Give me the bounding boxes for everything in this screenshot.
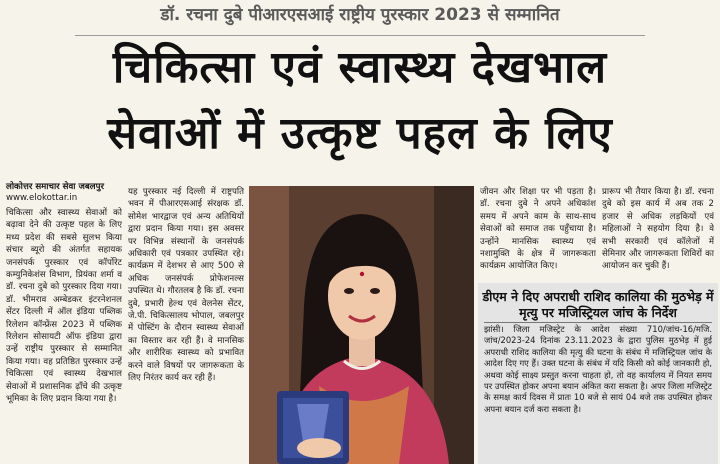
column-1-text: चिकित्सा और स्वास्थ्य सेवाओं को बढ़ावा देने की उत्कृष्ट पहल के लिए मध्य प्रदेश की सबसे सुलभ किया संचार ब्यूरो की अंतर्गत सहायक जनसंपर्क पुरस्कार एवं कॉर्पोरेट कम्युनिकेशंस विभाग, प्रियंका शर्मा व डॉ. रचना दुबे को पुरस्कार दिया गया। डॉ. भीमराव अम्बेडकर इंटरनेशनल सेंटर दिल्ली में ऑल इंडिया पब्लिक रिलेशन कॉन्फ्रेंस 2023 में पब्लिक रिलेशन सोसायटी ऑफ इंडिया द्वारा उन्हें राष्ट्रीय पुरस्कार से सम्मानित किया गया। वह प्रतिष्ठित पुरस्कार उन्हें चिकित्सा एवं स्वास्थ्य देखभाल सेवाओं में प्रशासनिक ढ़ाँचे की उत्कृष्ट भूमिका के लिए प्रदान किया गया है। bbox=[6, 208, 122, 405]
column-2-text: यह पुरस्कार नई दिल्ली में राष्ट्रपति भवन में पीआरएसआई संरक्षक डॉ. सोमेश भारद्वाज एवं अन्य अतिथियों द्वारा प्रदान किया गया। इस अवसर पर विभिन्न संस्थानों के जनसंपर्क अधिकारी एवं पत्रकार उपस्थित रहे। कार्यक्रम में देशभर से आए 500 से अधिक जनसंपर्क प्रोफेशनल्स उपस्थित थे। गौरतलब है कि डॉ. रचना दुबे, प्रभारी हेल्थ एवं वेलनेस सेंटर, जे.पी. चिकित्सालय भोपाल, जबलपुर में पोस्टिंग के दौरान स्वास्थ्य सेवाओं का विस्तार कर रही हैं। वे मानसिक और शारीरिक स्वास्थ्य को प्रभावित करने वाले विषयों पर जागरूकता के लिए निरंतर कार्य कर रही हैं। bbox=[128, 187, 244, 384]
column-5-text: प्रारूप भी तैयार किया है। डॉ. रचना दुबे को इस कार्य में अब तक 2 हजार से अधिक लड़कियों एवं महिलाओं ने सहयोग दिया है। वे सभी सरकारी एवं कॉलेजों में सेमिनार और जागरूकता शिविरों का आयोजन कर चुकी हैं। bbox=[602, 187, 714, 272]
dateline-source: लोकोत्तर समाचार सेवा जबलपुर bbox=[6, 182, 104, 192]
woman-with-award-illustration bbox=[249, 186, 474, 464]
award-photo bbox=[249, 186, 474, 464]
kicker-divider bbox=[75, 35, 645, 36]
article-column-2 bbox=[128, 186, 244, 462]
sidebar-news-title: डीएम ने दिए अपराधी राशिद कालिया की मुठभेड़ में मृत्यु पर मजिस्ट्रियल जांच के निर्देश bbox=[482, 289, 714, 320]
sidebar-news-divider bbox=[484, 322, 712, 323]
sidebar-news-box bbox=[478, 283, 718, 464]
sidebar-news-body: झांसी। जिला मजिस्ट्रेट के आदेश संख्या 710/जांच-16/मजि. जांच/2023-24 दिनांक 23.11.2023 के द्वारा पुलिस मुठभेड़ में हुई अपराधी राशिद कालिया की मृत्यु की घटना के संबंध में मजिस्ट्रियल जांच के आदेश दिए गए हैं। उक्त घटना के संबंध में यदि किसी को कोई जानकारी हो, अथवा कोई साक्ष्य प्रस्तुत करना चाहता हो, तो वह कार्यालय में नियत समय पर उपस्थित होकर अपना बयान अंकित करा सकता है। अपर जिला मजिस्ट्रेट के समक्ष कार्य दिवस में प्रातः 10 बजे से सायं 04 बजे तक उपस्थित होकर अपना बयान दर्ज करा सकता है। bbox=[484, 324, 712, 414]
article-column-1 bbox=[6, 207, 122, 462]
headline-line-2: सेवाओं में उत्कृष्ट पहल के लिए bbox=[107, 108, 613, 159]
column-4-text: जीवन और शिक्षा पर भी पड़ता है। डॉ. रचना दुबे ने अपने अधिकांश समय में अपने काम के साथ-साथ सेवाओं को समाज तक पहुँचाया है। उन्होंने मानसिक स्वास्थ्य एवं नशामुक्ति के क्षेत्र में जागरूकता कार्यक्रम आयोजित किए। bbox=[480, 187, 596, 272]
article-column-5 bbox=[602, 186, 714, 280]
kicker-headline: डॉ. रचना दुबे पीआरएसआई राष्ट्रीय पुरस्कार 2023 से सम्मानित bbox=[160, 5, 560, 25]
article-column-4 bbox=[480, 186, 596, 280]
dateline bbox=[6, 182, 122, 204]
website-link[interactable]: www.elokottar.in bbox=[6, 193, 78, 203]
headline-line-1: चिकित्सा एवं स्वास्थ्य देखभाल bbox=[112, 42, 608, 93]
